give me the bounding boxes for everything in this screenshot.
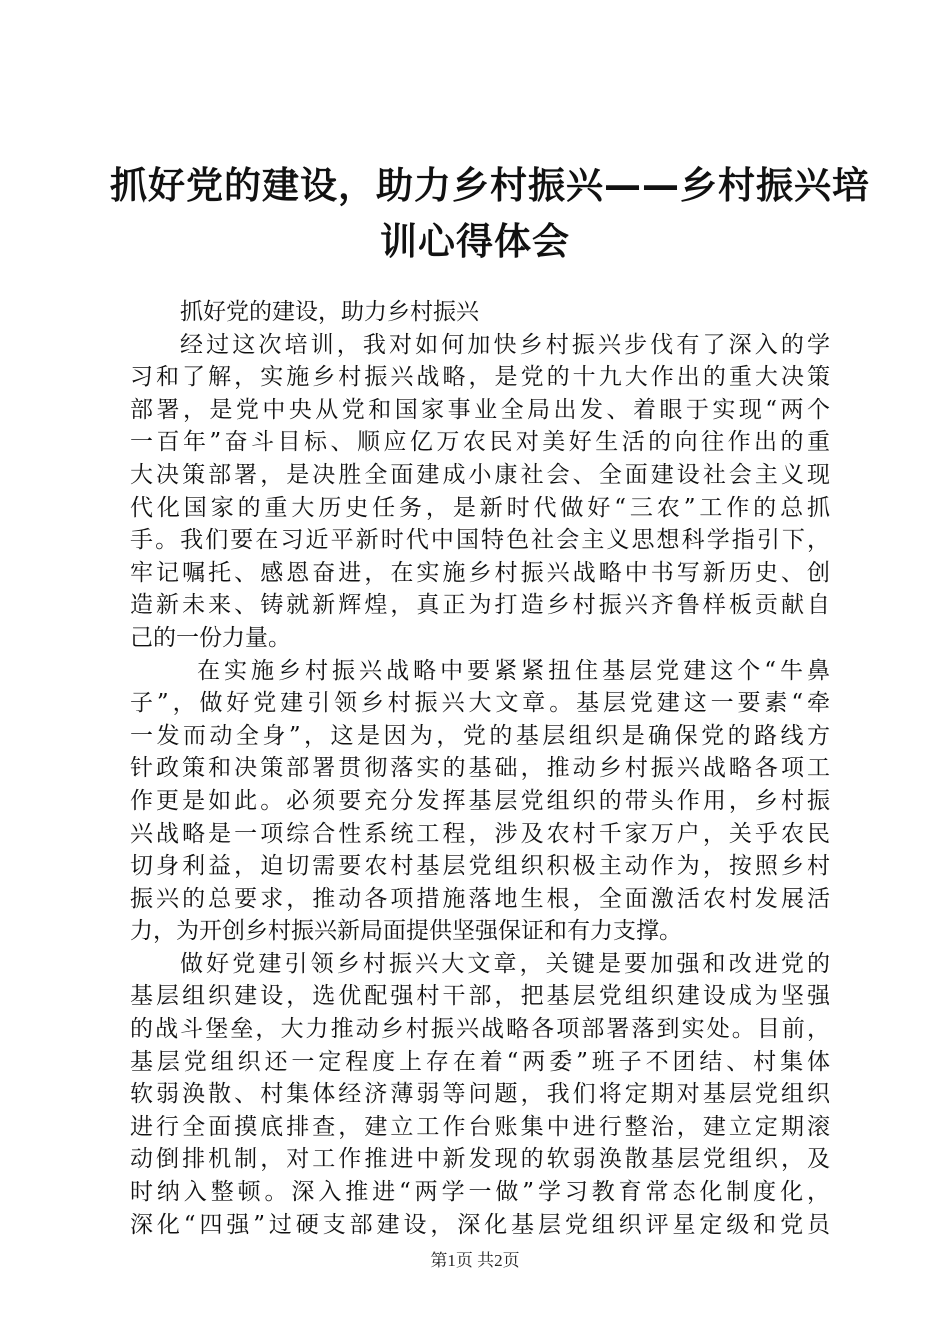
document-title	[110, 158, 870, 270]
paragraph-line: 兴战略是一项综合性系统工程，涉及农村千家万户，关乎农民	[130, 820, 830, 847]
paragraph-line: 切身利益，迫切需要农村基层党组织积极主动作为，按照乡村	[130, 853, 830, 880]
paragraph-line: 习和了解，实施乡村振兴战略，是党的十九大作出的重大决策	[130, 364, 830, 391]
document-body	[130, 296, 830, 1241]
paragraph-line: 振兴的总要求，推动各项措施落地生根，全面激活农村发展活	[130, 885, 830, 912]
paragraph-line: 时纳入整顿。深入推进“两学一做”学习教育常态化制度化，	[130, 1179, 830, 1206]
page-number-footer: 第1页 共2页	[430, 1251, 520, 1270]
paragraph-line: 代化国家的重大历史任务，是新时代做好“三农”工作的总抓	[130, 494, 830, 521]
paragraph-line: 做好党建引领乡村振兴大文章，关键是要加强和改进党的	[180, 950, 830, 977]
title-line-1: 抓好党的建设，助力乡村振兴——乡村振兴培	[110, 164, 870, 207]
paragraph-line: 造新未来、铸就新辉煌，真正为打造乡村振兴齐鲁样板贡献自	[130, 592, 830, 619]
paragraph-line: 针政策和决策部署贯彻落实的基础，推动乡村振兴战略各项工	[130, 755, 830, 782]
paragraph-2	[130, 655, 830, 948]
paragraph-line: 手。我们要在习近平新时代中国特色社会主义思想科学指引下，	[130, 527, 830, 554]
paragraph-line: 大决策部署，是决胜全面建成小康社会、全面建设社会主义现	[130, 461, 830, 488]
paragraph-line: 一百年”奋斗目标、顺应亿万农民对美好生活的向往作出的重	[130, 429, 830, 456]
subtitle: 抓好党的建设，助力乡村振兴	[180, 299, 479, 325]
paragraph-line: 基层组织建设，选优配强村干部，把基层党组织建设成为坚强	[130, 983, 830, 1010]
title-line-2: 训心得体会	[380, 220, 570, 263]
paragraph-line: 子”，做好党建引领乡村振兴大文章。基层党建这一要素“牵	[130, 690, 830, 717]
paragraph-line: 基层党组织还一定程度上存在着“两委”班子不团结、村集体	[130, 1048, 830, 1075]
paragraph-line: 进行全面摸底排查，建立工作台账集中进行整治，建立定期滚	[130, 1113, 830, 1140]
paragraph-line: 力，为开创乡村振兴新局面提供坚强保证和有力支撑。	[130, 918, 682, 945]
paragraph-line: 在实施乡村振兴战略中要紧紧扭住基层党建这个“牛鼻	[197, 657, 830, 684]
paragraph-3	[130, 948, 830, 1241]
paragraph-line: 经过这次培训，我对如何加快乡村振兴步伐有了深入的学	[180, 331, 830, 358]
paragraph-line: 深化“四强”过硬支部建设，深化基层党组织评星定级和党员	[130, 1211, 830, 1238]
paragraph-line: 的战斗堡垒，大力推动乡村振兴战略各项部署落到实处。目前，	[130, 1016, 830, 1043]
paragraph-line: 一发而动全身”，这是因为，党的基层组织是确保党的路线方	[130, 722, 830, 749]
paragraph-line: 动倒排机制，对工作推进中新发现的软弱涣散基层党组织，及	[130, 1146, 830, 1173]
paragraph-line: 作更是如此。必须要充分发挥基层党组织的带头作用，乡村振	[130, 787, 830, 814]
paragraph-line: 牢记嘱托、感恩奋进，在实施乡村振兴战略中书写新历史、创	[130, 559, 830, 586]
paragraph-line: 部署，是党中央从党和国家事业全局出发、着眼于实现“两个	[130, 396, 830, 423]
paragraph-line: 己的一份力量。	[130, 624, 291, 651]
paragraph-line: 软弱涣散、村集体经济薄弱等问题，我们将定期对基层党组织	[130, 1081, 830, 1108]
paragraph-1	[130, 329, 830, 655]
